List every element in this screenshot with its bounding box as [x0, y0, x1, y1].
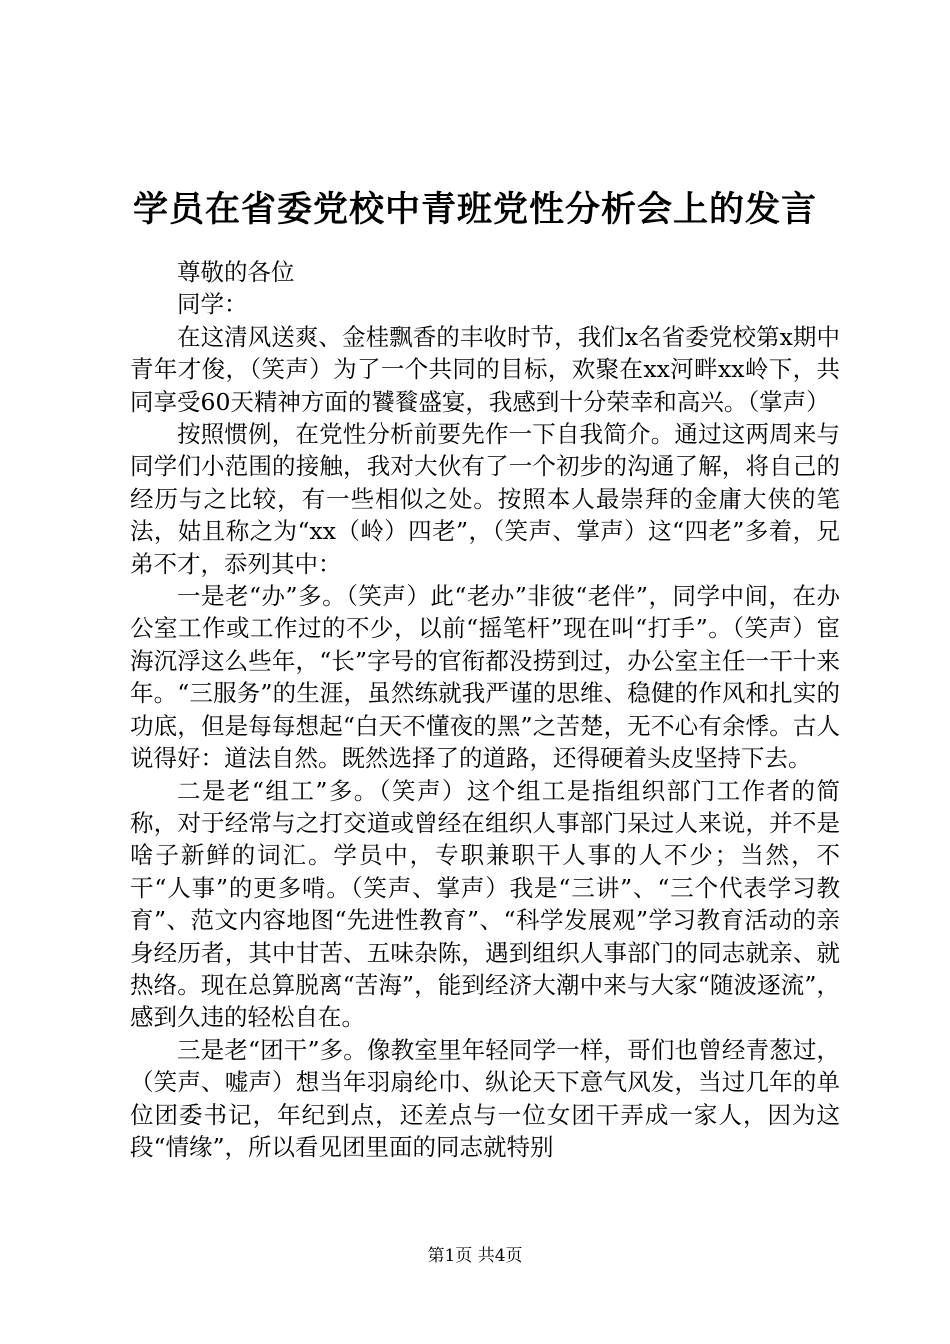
paragraph-4: 二是老“组工”多。（笑声）这个组工是指组织部门工作者的简称，对于经常与之打交道或曾经在组织人事部门呆过人来说，并不是啥子新鲜的词汇。学员中，专职兼职干人事的人不少；当然，不干“人事”的更多啃。（笑声、掌声）我是“三讲”、“三个代表学习教育”、范文内容地图“先进性教育”、“科学发展观”学习教育活动的亲身经历者，其中甘苦、五味杂陈，遇到组织人事部门的同志就亲、就热络。现在总算脱离“苦海”，能到经济大潮中来与大家“随波逐流”，感到久违的轻松自在。: [130, 776, 840, 1032]
page-number-footer: 第1页 共4页: [427, 1246, 523, 1266]
salutation-line-1: 尊敬的各位: [177, 258, 295, 286]
document-body: [130, 208, 840, 1163]
paragraph-2: 按照惯例，在党性分析前要先作一下自我简介。通过这两周来与同学们小范围的接触，我对大伙有了一个初步的沟通了解，将自己的经历与之比较，有一些相似之处。按照本人最崇拜的金庸大侠的笔法，姑且称之为“xx（岭）四老”，（笑声、掌声）这“四老”多着，兄弟不才，忝列其中：: [130, 420, 840, 578]
salutation-line-2: 同学：: [177, 290, 248, 319]
paragraph-5: 三是老“团干”多。像教室里年轻同学一样，哥们也曾经青葱过，（笑声、嘘声）想当年羽扇纶巾、纵论天下意气风发，当过几年的单位团委书记，年纪到点，还差点与一位女团干弄成一家人，因为这段“情缘”，所以看见团里面的同志就特别: [130, 1035, 840, 1161]
document-title: 学员在省委党校中青班党性分析会上的发言: [132, 189, 817, 230]
paragraph-1: 在这清风送爽、金桂飘香的丰收时节，我们x名省委党校第x期中青年才俊，（笑声）为了一个共同的目标，欢聚在xx河畔xx岭下，共同享受60天精神方面的饕餮盛宴，我感到十分荣幸和高兴。（掌声）: [130, 322, 840, 416]
paragraph-3: 一是老“办”多。（笑声）此“老办”非彼“老伴”，同学中间，在办公室工作或工作过的不少，以前“摇笔杆”现在叫“打手”。（笑声）宦海沉浮这么些年，“长”字号的官衔都没捞到过，办公室主任一干十来年。“三服务”的生涯，虽然练就我严谨的思维、稳健的作风和扎实的功底，但是每每想起“白天不懂夜的黑”之苦楚，无不心有余悸。古人说得好：道法自然。既然选择了的道路，还得硬着头皮坚持下去。: [130, 582, 840, 773]
